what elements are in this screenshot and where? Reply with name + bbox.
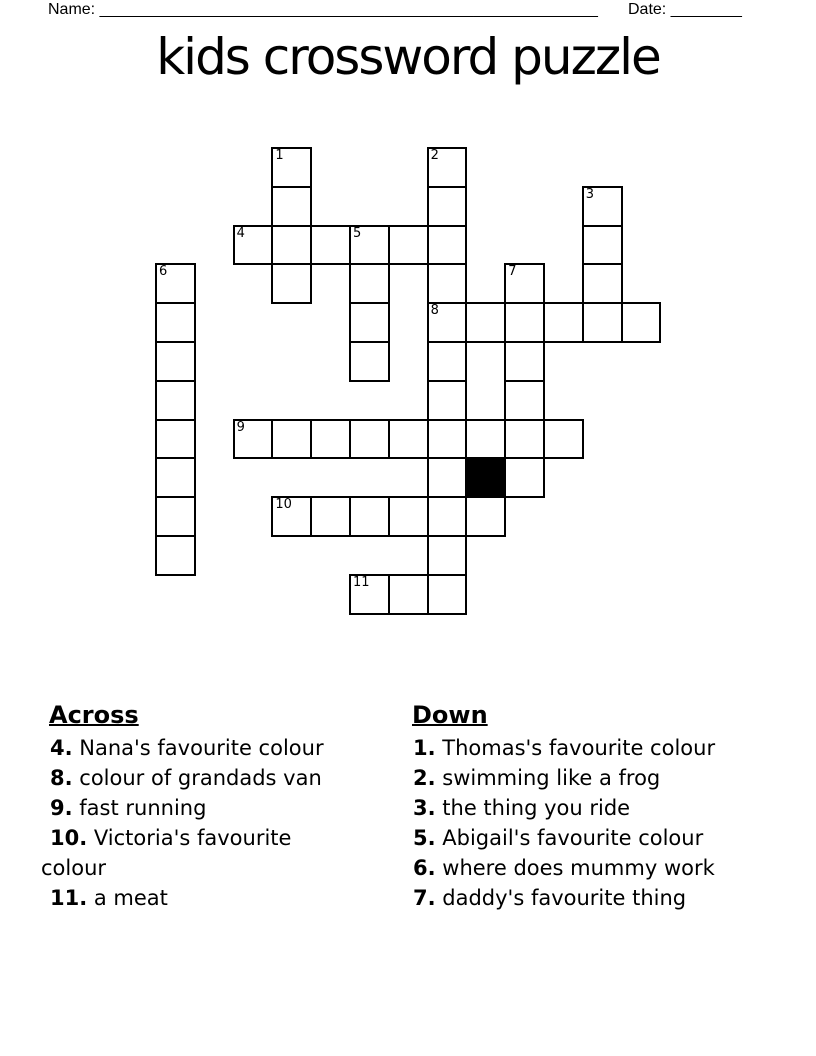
- grid-cell[interactable]: [504, 380, 545, 421]
- down-clue-6: [404, 853, 796, 883]
- grid-cell[interactable]: [465, 419, 506, 460]
- grid-cell[interactable]: [582, 302, 623, 343]
- grid-cell[interactable]: [504, 457, 545, 498]
- grid-cell[interactable]: [427, 496, 468, 537]
- grid-cell[interactable]: [621, 302, 662, 343]
- down-clue-2: [404, 763, 796, 793]
- down-heading: Down: [412, 701, 488, 729]
- grid-cell[interactable]: [427, 380, 468, 421]
- clue-text: Thomas's favourite colour: [435, 736, 716, 760]
- grid-cell[interactable]: [310, 419, 351, 460]
- grid-cell[interactable]: [349, 302, 390, 343]
- grid-cell[interactable]: [271, 263, 312, 304]
- clue-text: Abigail's favourite colour: [435, 826, 704, 850]
- grid-cell[interactable]: [310, 225, 351, 266]
- page-title: kids crossword puzzle: [156, 28, 660, 86]
- date-label: Date:: [628, 1, 667, 18]
- grid-cell[interactable]: [310, 496, 351, 537]
- clue-text: Victoria's favourite colour: [41, 826, 292, 880]
- black-cell: [465, 457, 506, 498]
- clue-number: 7.: [413, 886, 436, 910]
- grid-cell[interactable]: [155, 380, 196, 421]
- across-clue-11: [41, 883, 363, 913]
- grid-cell[interactable]: [155, 457, 196, 498]
- cell-number-11: 11: [353, 574, 370, 590]
- crossword-grid: [155, 147, 662, 615]
- grid-cell[interactable]: [388, 225, 429, 266]
- across-clue-8: [41, 763, 363, 793]
- grid-cell[interactable]: [465, 302, 506, 343]
- grid-cell[interactable]: [427, 263, 468, 304]
- cell-number-7: 7: [508, 264, 517, 280]
- grid-cell[interactable]: [504, 341, 545, 382]
- grid-cell[interactable]: [349, 263, 390, 304]
- cell-number-8: 8: [430, 303, 439, 319]
- cell-number-4: 4: [236, 225, 245, 241]
- down-clue-1: [404, 733, 796, 763]
- clue-number: 2.: [413, 766, 436, 790]
- cell-number-3: 3: [585, 186, 595, 202]
- name-label: Name:: [48, 1, 96, 18]
- down-clue-list: [404, 733, 796, 913]
- grid-cell[interactable]: [349, 496, 390, 537]
- name-field: [48, 1, 598, 19]
- cell-number-2: 2: [430, 148, 439, 163]
- down-clue-5: [404, 823, 796, 853]
- grid-cell[interactable]: [155, 302, 196, 343]
- grid-cell[interactable]: [388, 496, 429, 537]
- clue-text: swimming like a frog: [435, 766, 661, 790]
- grid-cell[interactable]: [465, 496, 506, 537]
- grid-cell[interactable]: [349, 341, 390, 382]
- grid-cell[interactable]: [388, 419, 429, 460]
- across-clues-section: [41, 700, 363, 913]
- clue-number: 10.: [50, 826, 88, 850]
- grid-cell[interactable]: [427, 225, 468, 266]
- clue-number: 5.: [413, 826, 436, 850]
- grid-cell[interactable]: [155, 496, 196, 537]
- grid-cell[interactable]: [543, 302, 584, 343]
- grid-cell[interactable]: [427, 574, 468, 615]
- clue-number: 9.: [50, 796, 73, 820]
- grid-cell[interactable]: [504, 302, 545, 343]
- grid-cell[interactable]: [155, 535, 196, 576]
- across-clue-10: [41, 823, 363, 883]
- grid-cell[interactable]: [427, 535, 468, 576]
- across-clue-9: [41, 793, 363, 823]
- grid-cell[interactable]: [427, 457, 468, 498]
- grid-cell[interactable]: [427, 341, 468, 382]
- grid-cell[interactable]: [388, 574, 429, 615]
- clue-number: 11.: [50, 886, 88, 910]
- grid-cell[interactable]: [271, 186, 312, 227]
- date-field: [628, 1, 742, 19]
- across-heading: Across: [49, 701, 139, 729]
- clue-number: 4.: [50, 736, 73, 760]
- clue-text: colour of grandads van: [72, 766, 322, 790]
- grid-cell[interactable]: [582, 225, 623, 266]
- clue-number: 3.: [413, 796, 436, 820]
- clue-number: 8.: [50, 766, 73, 790]
- grid-cell[interactable]: [582, 263, 623, 304]
- cell-number-5: 5: [353, 225, 362, 241]
- cell-number-9: 9: [236, 419, 245, 435]
- clue-text: fast running: [72, 796, 207, 820]
- grid-cell[interactable]: [155, 419, 196, 460]
- grid-cell[interactable]: [543, 419, 584, 460]
- grid-cell[interactable]: [427, 186, 468, 227]
- name-blank-line[interactable]: ________________________________________________________: [99, 1, 598, 18]
- grid-cell[interactable]: [504, 419, 545, 460]
- grid-cell[interactable]: [271, 419, 312, 460]
- grid-cell[interactable]: [349, 419, 390, 460]
- clue-number: 6.: [413, 856, 436, 880]
- clue-text: the thing you ride: [435, 796, 631, 820]
- cell-number-1: 1: [275, 148, 284, 163]
- clue-text: a meat: [87, 886, 168, 910]
- cell-number-10: 10: [275, 497, 292, 513]
- grid-cell[interactable]: [155, 341, 196, 382]
- cell-number-6: 6: [159, 264, 168, 280]
- date-blank-line[interactable]: ________: [670, 1, 742, 18]
- across-clue-4: [41, 733, 363, 763]
- down-clues-section: [404, 700, 796, 913]
- down-clue-7: [404, 883, 796, 913]
- clue-number: 1.: [413, 736, 436, 760]
- grid-cell[interactable]: [427, 419, 468, 460]
- clue-text: Nana's favourite colour: [72, 736, 324, 760]
- across-clue-list: [41, 733, 363, 913]
- down-clue-3: [404, 793, 796, 823]
- clue-text: daddy's favourite thing: [435, 886, 687, 910]
- clue-text: where does mummy work: [435, 856, 715, 880]
- grid-cell[interactable]: [271, 225, 312, 266]
